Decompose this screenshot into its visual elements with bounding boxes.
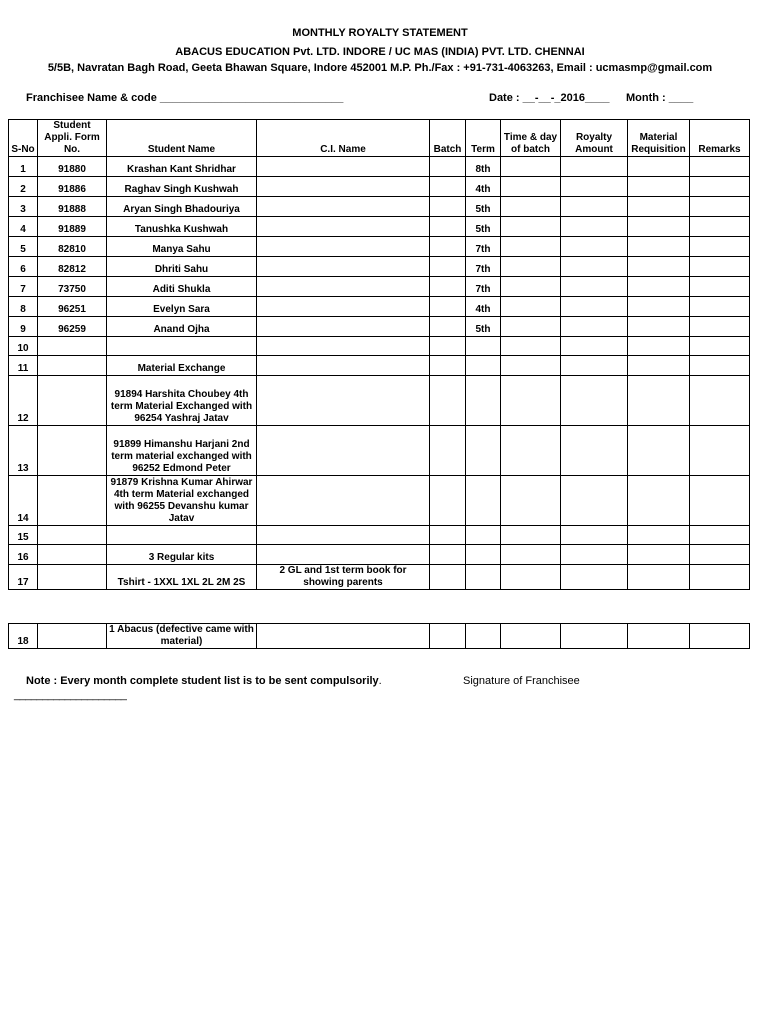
note-text: Note : Every month complete student list is to be sent compulsorily [26,675,379,687]
cell-remarks [690,356,750,376]
cell-sno: 5 [9,237,38,257]
cell-sno: 4 [9,217,38,237]
cell-student-name: 3 Regular kits [107,545,257,565]
cell-sno: 13 [9,426,38,476]
cell-royalty [561,277,628,297]
cell-royalty [561,624,628,649]
cell-form-no: 91889 [38,217,107,237]
col-remarks: Remarks [690,120,750,157]
cell-remarks [690,257,750,277]
cell-material [628,297,690,317]
cell-term: 7th [466,257,501,277]
cell-ci-name [257,426,430,476]
cell-ci-name [257,157,430,177]
cell-ci-name [257,356,430,376]
cell-time-day [501,565,561,590]
cell-batch [430,157,466,177]
cell-term: 4th [466,177,501,197]
table-row [9,426,750,476]
col-royalty: Royalty Amount [561,120,628,157]
cell-batch [430,337,466,356]
cell-sno: 10 [9,337,38,356]
cell-remarks [690,197,750,217]
cell-student-name: Material Exchange [107,356,257,376]
cell-time-day [501,356,561,376]
table-row [9,545,750,565]
table-row [9,337,750,356]
cell-royalty [561,426,628,476]
cell-term [466,565,501,590]
cell-student-name: Raghav Singh Kushwah [107,177,257,197]
cell-time-day [501,237,561,257]
cell-royalty [561,317,628,337]
cell-term [466,526,501,545]
cell-form-no: 96251 [38,297,107,317]
cell-royalty [561,337,628,356]
cell-material [628,317,690,337]
cell-term: 4th [466,297,501,317]
cell-material [628,476,690,526]
cell-student-name: Evelyn Sara [107,297,257,317]
col-student-name: Student Name [107,120,257,157]
cell-remarks [690,545,750,565]
table-header [9,120,750,157]
cell-material [628,526,690,545]
table-row [9,197,750,217]
cell-ci-name [257,545,430,565]
cell-time-day [501,157,561,177]
cell-batch [430,317,466,337]
cell-student-name: Aditi Shukla [107,277,257,297]
table-row [9,624,750,649]
cell-remarks [690,277,750,297]
cell-term: 5th [466,197,501,217]
month-field: Month : ____ [626,92,694,104]
cell-royalty [561,476,628,526]
cell-batch [430,297,466,317]
cell-time-day [501,257,561,277]
cell-ci-name [257,277,430,297]
cell-form-no: 91886 [38,177,107,197]
cell-batch [430,237,466,257]
cell-royalty [561,217,628,237]
cell-remarks [690,624,750,649]
cell-form-no [38,526,107,545]
cell-sno: 17 [9,565,38,590]
cell-ci-name [257,217,430,237]
cell-royalty [561,526,628,545]
cell-ci-name [257,317,430,337]
cell-student-name: 91879 Krishna Kumar Ahirwar 4th term Material exchanged with 96255 Devanshu kumar Jatav [107,476,257,526]
cell-sno: 3 [9,197,38,217]
cell-time-day [501,217,561,237]
cell-time-day [501,197,561,217]
note-period: . [378,675,382,687]
cell-term: 5th [466,317,501,337]
col-sno: S-No [9,120,38,157]
cell-student-name: Tanushka Kushwah [107,217,257,237]
cell-form-no [38,476,107,526]
table-row [9,297,750,317]
cell-form-no [38,376,107,426]
cell-ci-name [257,177,430,197]
cell-time-day [501,337,561,356]
cell-term: 8th [466,157,501,177]
table-row [9,526,750,545]
col-batch: Batch [430,120,466,157]
signature-line: ____________________ [14,689,127,701]
cell-form-no [38,356,107,376]
cell-batch [430,476,466,526]
cell-student-name: 91894 Harshita Choubey 4th term Material Exchanged with 96254 Yashraj Jatav [107,376,257,426]
cell-form-no [38,624,107,649]
cell-remarks [690,426,750,476]
cell-ci-name [257,476,430,526]
table-row [9,237,750,257]
cell-royalty [561,297,628,317]
cell-royalty [561,545,628,565]
table-row [9,376,750,426]
cell-sno: 15 [9,526,38,545]
cell-form-no: 91888 [38,197,107,217]
cell-sno: 11 [9,356,38,376]
cell-sno: 7 [9,277,38,297]
cell-material [628,624,690,649]
cell-batch [430,565,466,590]
cell-term [466,337,501,356]
cell-royalty [561,565,628,590]
table-row [9,476,750,526]
cell-form-no [38,545,107,565]
cell-ci-name: 2 GL and 1st term book for showing parents [257,565,430,590]
cell-sno: 12 [9,376,38,426]
cell-ci-name [257,197,430,217]
cell-remarks [690,376,750,426]
cell-time-day [501,526,561,545]
cell-term: 5th [466,217,501,237]
cell-sno: 16 [9,545,38,565]
statement-title: MONTHLY ROYALTY STATEMENT [292,27,468,39]
cell-material [628,157,690,177]
cell-form-no [38,337,107,356]
cell-royalty [561,356,628,376]
table-body [9,157,750,590]
date-field: Date : __-__-_2016____ [489,92,610,104]
col-term: Term [466,120,501,157]
cell-royalty [561,177,628,197]
cell-remarks [690,317,750,337]
cell-student-name: 1 Abacus (defective came with material) [107,624,257,649]
cell-remarks [690,157,750,177]
cell-batch [430,277,466,297]
cell-batch [430,217,466,237]
cell-sno: 8 [9,297,38,317]
company-name: ABACUS EDUCATION Pvt. LTD. INDORE / UC MAS (INDIA) PVT. LTD. CHENNAI [175,46,585,58]
cell-sno: 9 [9,317,38,337]
cell-form-no: 82812 [38,257,107,277]
cell-student-name [107,526,257,545]
company-address: 5/5B, Navratan Bagh Road, Geeta Bhawan Square, Indore 452001 M.P. Ph./Fax : +91-731-4063263, Email : ucmasmp@gmail.com [47,62,713,74]
cell-remarks [690,565,750,590]
cell-remarks [690,526,750,545]
cell-term [466,356,501,376]
cell-material [628,376,690,426]
cell-royalty [561,237,628,257]
table-row [9,257,750,277]
cell-material [628,426,690,476]
cell-time-day [501,317,561,337]
cell-time-day [501,277,561,297]
cell-ci-name [257,257,430,277]
col-ci-name: C.I. Name [257,120,430,157]
cell-student-name: Anand Ojha [107,317,257,337]
cell-ci-name [257,297,430,317]
cell-term: 7th [466,237,501,257]
col-form-no: Student Appli. Form No. [38,120,107,157]
table-row [9,565,750,590]
cell-batch [430,624,466,649]
cell-remarks [690,237,750,257]
cell-term [466,545,501,565]
cell-batch [430,257,466,277]
table-row [9,277,750,297]
franchisee-field: Franchisee Name & code ______________________________ [26,92,344,104]
cell-student-name [107,337,257,356]
cell-form-no: 73750 [38,277,107,297]
cell-term [466,476,501,526]
cell-sno: 2 [9,177,38,197]
cell-material [628,545,690,565]
table-row [9,317,750,337]
cell-student-name: Aryan Singh Bhadouriya [107,197,257,217]
cell-royalty [561,197,628,217]
cell-material [628,277,690,297]
cell-remarks [690,476,750,526]
cell-remarks [690,177,750,197]
cell-royalty [561,157,628,177]
cell-student-name: Tshirt - 1XXL 1XL 2L 2M 2S [107,565,257,590]
cell-batch [430,426,466,476]
cell-material [628,237,690,257]
col-time-day: Time & day of batch [501,120,561,157]
cell-material [628,197,690,217]
cell-time-day [501,426,561,476]
cell-batch [430,177,466,197]
cell-material [628,217,690,237]
cell-form-no [38,565,107,590]
royalty-table-continued [8,623,750,649]
cell-batch [430,356,466,376]
cell-sno: 6 [9,257,38,277]
cell-ci-name [257,624,430,649]
cell-form-no [38,426,107,476]
cell-remarks [690,217,750,237]
cell-student-name: Krashan Kant Shridhar [107,157,257,177]
cell-student-name: Dhriti Sahu [107,257,257,277]
cell-form-no: 91880 [38,157,107,177]
cell-term [466,376,501,426]
cell-royalty [561,376,628,426]
table-row [9,217,750,237]
note [26,675,382,687]
cell-material [628,356,690,376]
cell-sno: 14 [9,476,38,526]
cell-form-no: 96259 [38,317,107,337]
cell-time-day [501,376,561,426]
cell-term: 7th [466,277,501,297]
cell-time-day [501,624,561,649]
cell-time-day [501,545,561,565]
cell-batch [430,526,466,545]
cell-student-name: 91899 Himanshu Harjani 2nd term material exchanged with 96252 Edmond Peter [107,426,257,476]
cell-ci-name [257,376,430,426]
table-row [9,157,750,177]
cell-remarks [690,297,750,317]
cell-form-no: 82810 [38,237,107,257]
cell-sno: 1 [9,157,38,177]
cell-batch [430,376,466,426]
cell-time-day [501,476,561,526]
cell-ci-name [257,526,430,545]
col-material: Material Requisition [628,120,690,157]
cell-ci-name [257,237,430,257]
table-row [9,356,750,376]
cell-term [466,624,501,649]
cell-time-day [501,177,561,197]
cell-sno: 18 [9,624,38,649]
table-row [9,177,750,197]
cell-batch [430,197,466,217]
cell-material [628,177,690,197]
cell-material [628,257,690,277]
royalty-table [8,119,750,590]
cell-student-name: Manya Sahu [107,237,257,257]
cell-material [628,337,690,356]
signature-label: Signature of Franchisee [463,675,580,687]
cell-time-day [501,297,561,317]
cell-term [466,426,501,476]
cell-batch [430,545,466,565]
cell-ci-name [257,337,430,356]
cell-material [628,565,690,590]
cell-remarks [690,337,750,356]
cell-royalty [561,257,628,277]
